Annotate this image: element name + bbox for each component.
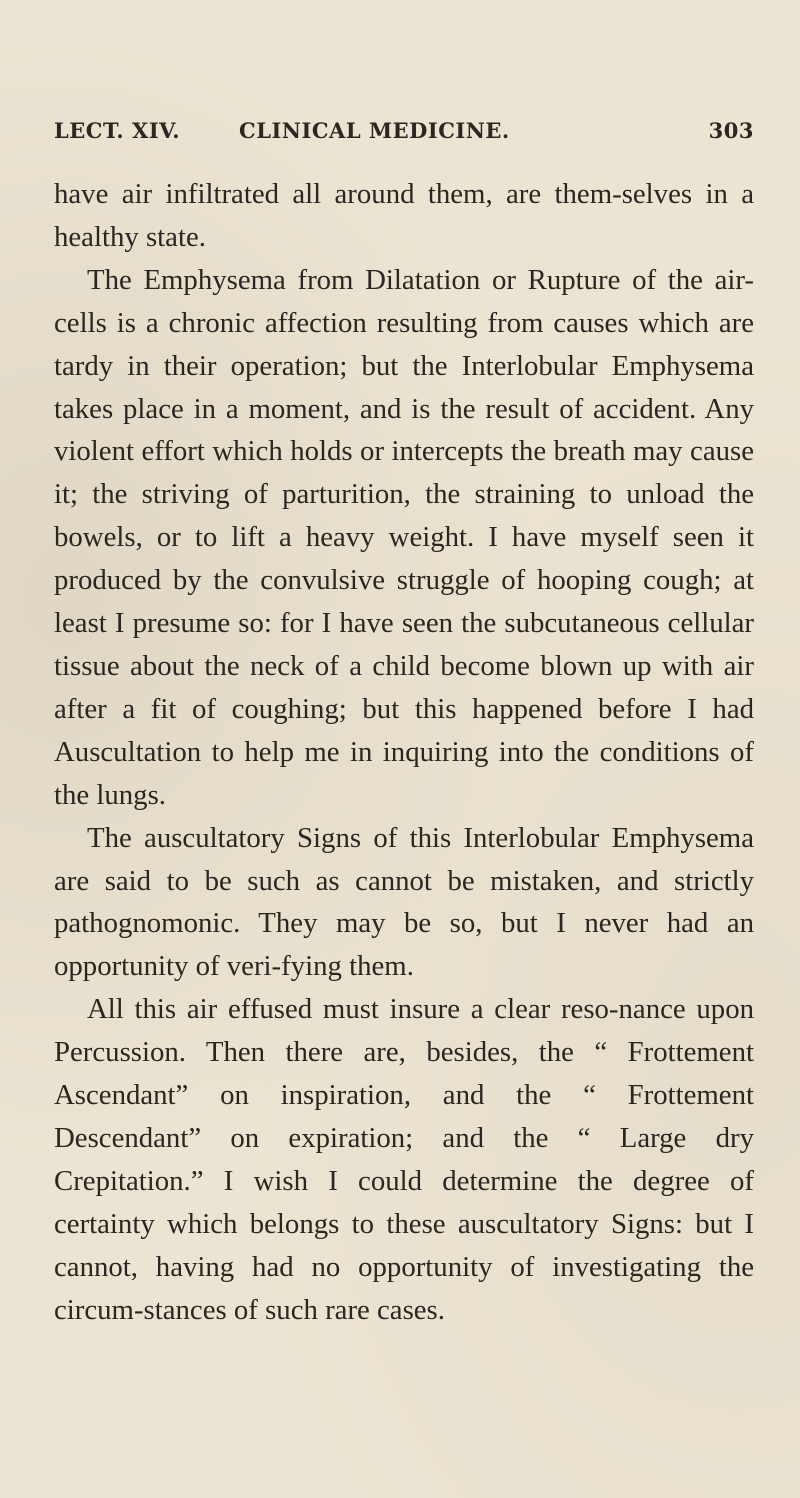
paragraph-continuation: have air infiltrated all around them, are them-selves in a healthy state. [54,178,754,253]
book-title: CLINICAL MEDICINE. [239,118,510,143]
paragraph-emphysema: The Emphysema from Dilatation or Rupture of the air-cells is a chronic affection resulting from causes which are tardy in their operation; but the Interlobular Emphysema takes place in a moment, and is the result of accident. Any violent effort which holds or intercepts the breath may cause it; the striving of parturition, the straining to unload the bowels, or to lift a heavy weight. I have myself seen it produced by the convulsive struggle of hooping cough; at least I presume so: for I have seen the subcutaneous cellular tissue about the neck of a child become blown up with air after a fit of coughing; but this happened before I had Auscultation to help me in inquiring into the conditions of the lungs. [54,263,754,811]
paragraph-percussion: All this air effused must insure a clear reso-nance upon Percussion. Then there are, besides, the “ Frottement Ascendant” on inspiration, and the “ Frottement Descendant” on expiration; and the “ Large dry Crepitation.” I wish I could determine the degree of certainty which belongs to these auscultatory Signs: but I cannot, having had no opportunity of investigating the circum-stances of such rare cases. [54,993,754,1326]
body-text [54,173,754,1331]
lecture-number: LECT. XIV. [54,118,181,143]
paragraph-auscultatory-signs: The auscultatory Signs of this Interlobular Emphysema are said to be such as cannot be mistaken, and strictly pathognomonic. They may be so, but I never had an opportunity of veri-fying them. [54,821,754,983]
page-number: 303 [708,118,754,143]
running-head [54,118,754,148]
